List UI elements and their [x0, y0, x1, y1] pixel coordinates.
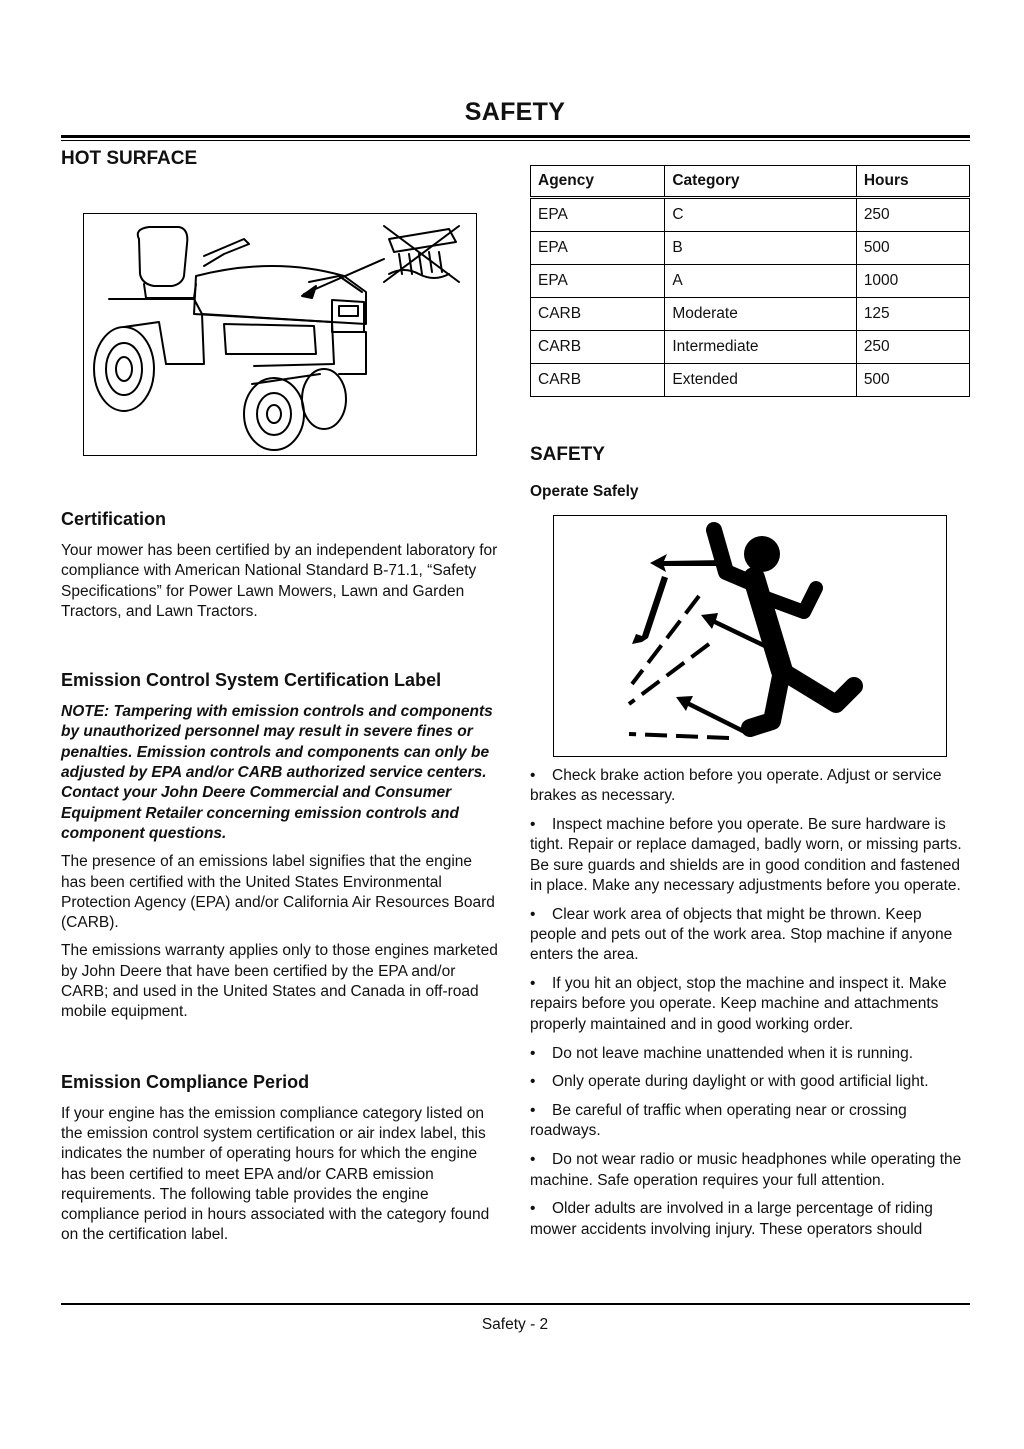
header-rule	[61, 135, 970, 138]
table-row	[531, 331, 970, 364]
table-header-row	[531, 166, 970, 198]
bullet-glyph: •	[530, 1044, 536, 1062]
bullet-text: Clear work area of objects that might be thrown. Keep people and pets out of the work area. Stop machine if anyone enters the area.	[530, 905, 953, 964]
operate-safely-heading: Operate Safely	[530, 483, 639, 500]
table-cell: 250	[856, 198, 969, 232]
certification-heading: Certification	[61, 509, 167, 529]
bullet-text: Inspect machine before you operate. Be sure hardware is tight. Repair or replace damaged, badly worn, or missing parts. Be sure guards and shields are in good condition and fastened in place. Make any necessary adjustments before you operate.	[530, 816, 962, 894]
thrown-object-warning-icon	[554, 516, 946, 756]
table-cell: 1000	[856, 265, 969, 298]
bullet-glyph: •	[530, 1102, 536, 1120]
safety-heading: SAFETY	[530, 444, 605, 465]
bullet-glyph: •	[530, 975, 536, 993]
table-cell: Intermediate	[665, 331, 856, 364]
list-item	[530, 1072, 970, 1092]
table-row	[531, 198, 970, 232]
emission-note: NOTE: Tampering with emission controls and components by unauthorized personnel may result in severe fines or penalties. Emission controls and components can only be adjusted by EPA and/or CARB authorized service centers. Contact your John Deere Commercial and Consumer Equipment Retailer concerning emission controls and component questions.	[61, 703, 493, 842]
table-cell: EPA	[531, 232, 665, 265]
bullet-text: Do not wear radio or music headphones while operating the machine. Safe operation requires your full attention.	[530, 1151, 962, 1189]
bullet-text: If you hit an object, stop the machine and inspect it. Make repairs before you operate. Keep machine and attachments properly maintained and in good working order.	[530, 975, 947, 1033]
table-cell: 250	[856, 331, 969, 364]
emission-para-1: The presence of an emissions label signifies that the engine has been certified with the United States Environmental Protection Agency (EPA) and/or California Air Resources Board (CARB).	[61, 853, 495, 932]
table-row	[531, 298, 970, 331]
table-cell: B	[665, 232, 856, 265]
list-item	[530, 1199, 970, 1240]
table-cell: 500	[856, 232, 969, 265]
table-cell: C	[665, 198, 856, 232]
bullet-text: Only operate during daylight or with good artificial light.	[552, 1073, 929, 1091]
compliance-table	[530, 165, 970, 397]
bullet-glyph: •	[530, 905, 536, 923]
table-cell: 125	[856, 298, 969, 331]
page-footer: Safety - 2	[481, 1316, 549, 1333]
table-row	[531, 232, 970, 265]
list-item	[530, 974, 970, 1035]
list-item	[530, 905, 970, 966]
bullet-text: Check brake action before you operate. Adjust or service brakes as necessary.	[530, 767, 942, 805]
table-cell: EPA	[531, 265, 665, 298]
hot-surface-heading: HOT SURFACE	[61, 148, 198, 169]
bullet-text: Older adults are involved in a large percentage of riding mower accidents involving injury. These operators should	[530, 1200, 933, 1238]
right-column	[530, 165, 970, 1248]
header-rule-thin	[61, 140, 970, 141]
table-header-hours: Hours	[856, 166, 969, 198]
table-cell: CARB	[531, 331, 665, 364]
bullet-glyph: •	[530, 1200, 536, 1218]
bullet-glyph: •	[530, 816, 536, 834]
emission-para-2: The emissions warranty applies only to those engines marketed by John Deere that have been certified by the EPA and/or CARB; and used in the United States and Canada in off-road mobile equipment.	[61, 942, 498, 1021]
compliance-period-body: If your engine has the emission compliance category listed on the emission control system certification or air index label, this indicates the number of operating hours for which the engine has been certified to meet EPA and/or CARB emission requirements. The following table provides the engine compliance period in hours associated with the category found on the certification label.	[61, 1104, 490, 1244]
list-item	[530, 1044, 970, 1064]
table-cell: Moderate	[665, 298, 856, 331]
hot-surface-figure	[83, 213, 477, 456]
page-title: SAFETY	[464, 98, 566, 126]
operate-safely-figure	[553, 515, 947, 757]
table-cell: 500	[856, 364, 969, 397]
list-item	[530, 1101, 970, 1142]
table-cell: CARB	[531, 364, 665, 397]
table-cell: Extended	[665, 364, 856, 397]
table-cell: EPA	[531, 198, 665, 232]
list-item	[530, 766, 970, 807]
table-row	[531, 364, 970, 397]
bullet-glyph: •	[530, 1073, 536, 1091]
tractor-hot-surface-icon	[84, 214, 476, 455]
bullet-text: Be careful of traffic when operating near or crossing roadways.	[530, 1102, 907, 1140]
footer-rule	[61, 1303, 970, 1305]
bullet-glyph: •	[530, 767, 536, 784]
table-cell: CARB	[531, 298, 665, 331]
safety-bullets	[530, 766, 970, 1240]
table-cell: A	[665, 265, 856, 298]
list-item	[530, 815, 970, 896]
table-header-category: Category	[665, 166, 856, 198]
table-row	[531, 265, 970, 298]
bullet-text: Do not leave machine unattended when it is running.	[552, 1044, 914, 1062]
emission-label-heading: Emission Control System Certification Label	[61, 670, 442, 691]
bullet-glyph: •	[530, 1151, 536, 1169]
certification-body: Your mower has been certified by an independent laboratory for compliance with American National Standard B-71.1, “Safety Specifications” for Power Lawn Mowers, Lawn and Garden Tractors, and Lawn Tractors.	[61, 542, 498, 620]
left-column	[61, 148, 501, 1246]
compliance-period-heading: Emission Compliance Period	[61, 1071, 310, 1092]
list-item	[530, 1150, 970, 1191]
table-header-agency: Agency	[531, 166, 665, 198]
